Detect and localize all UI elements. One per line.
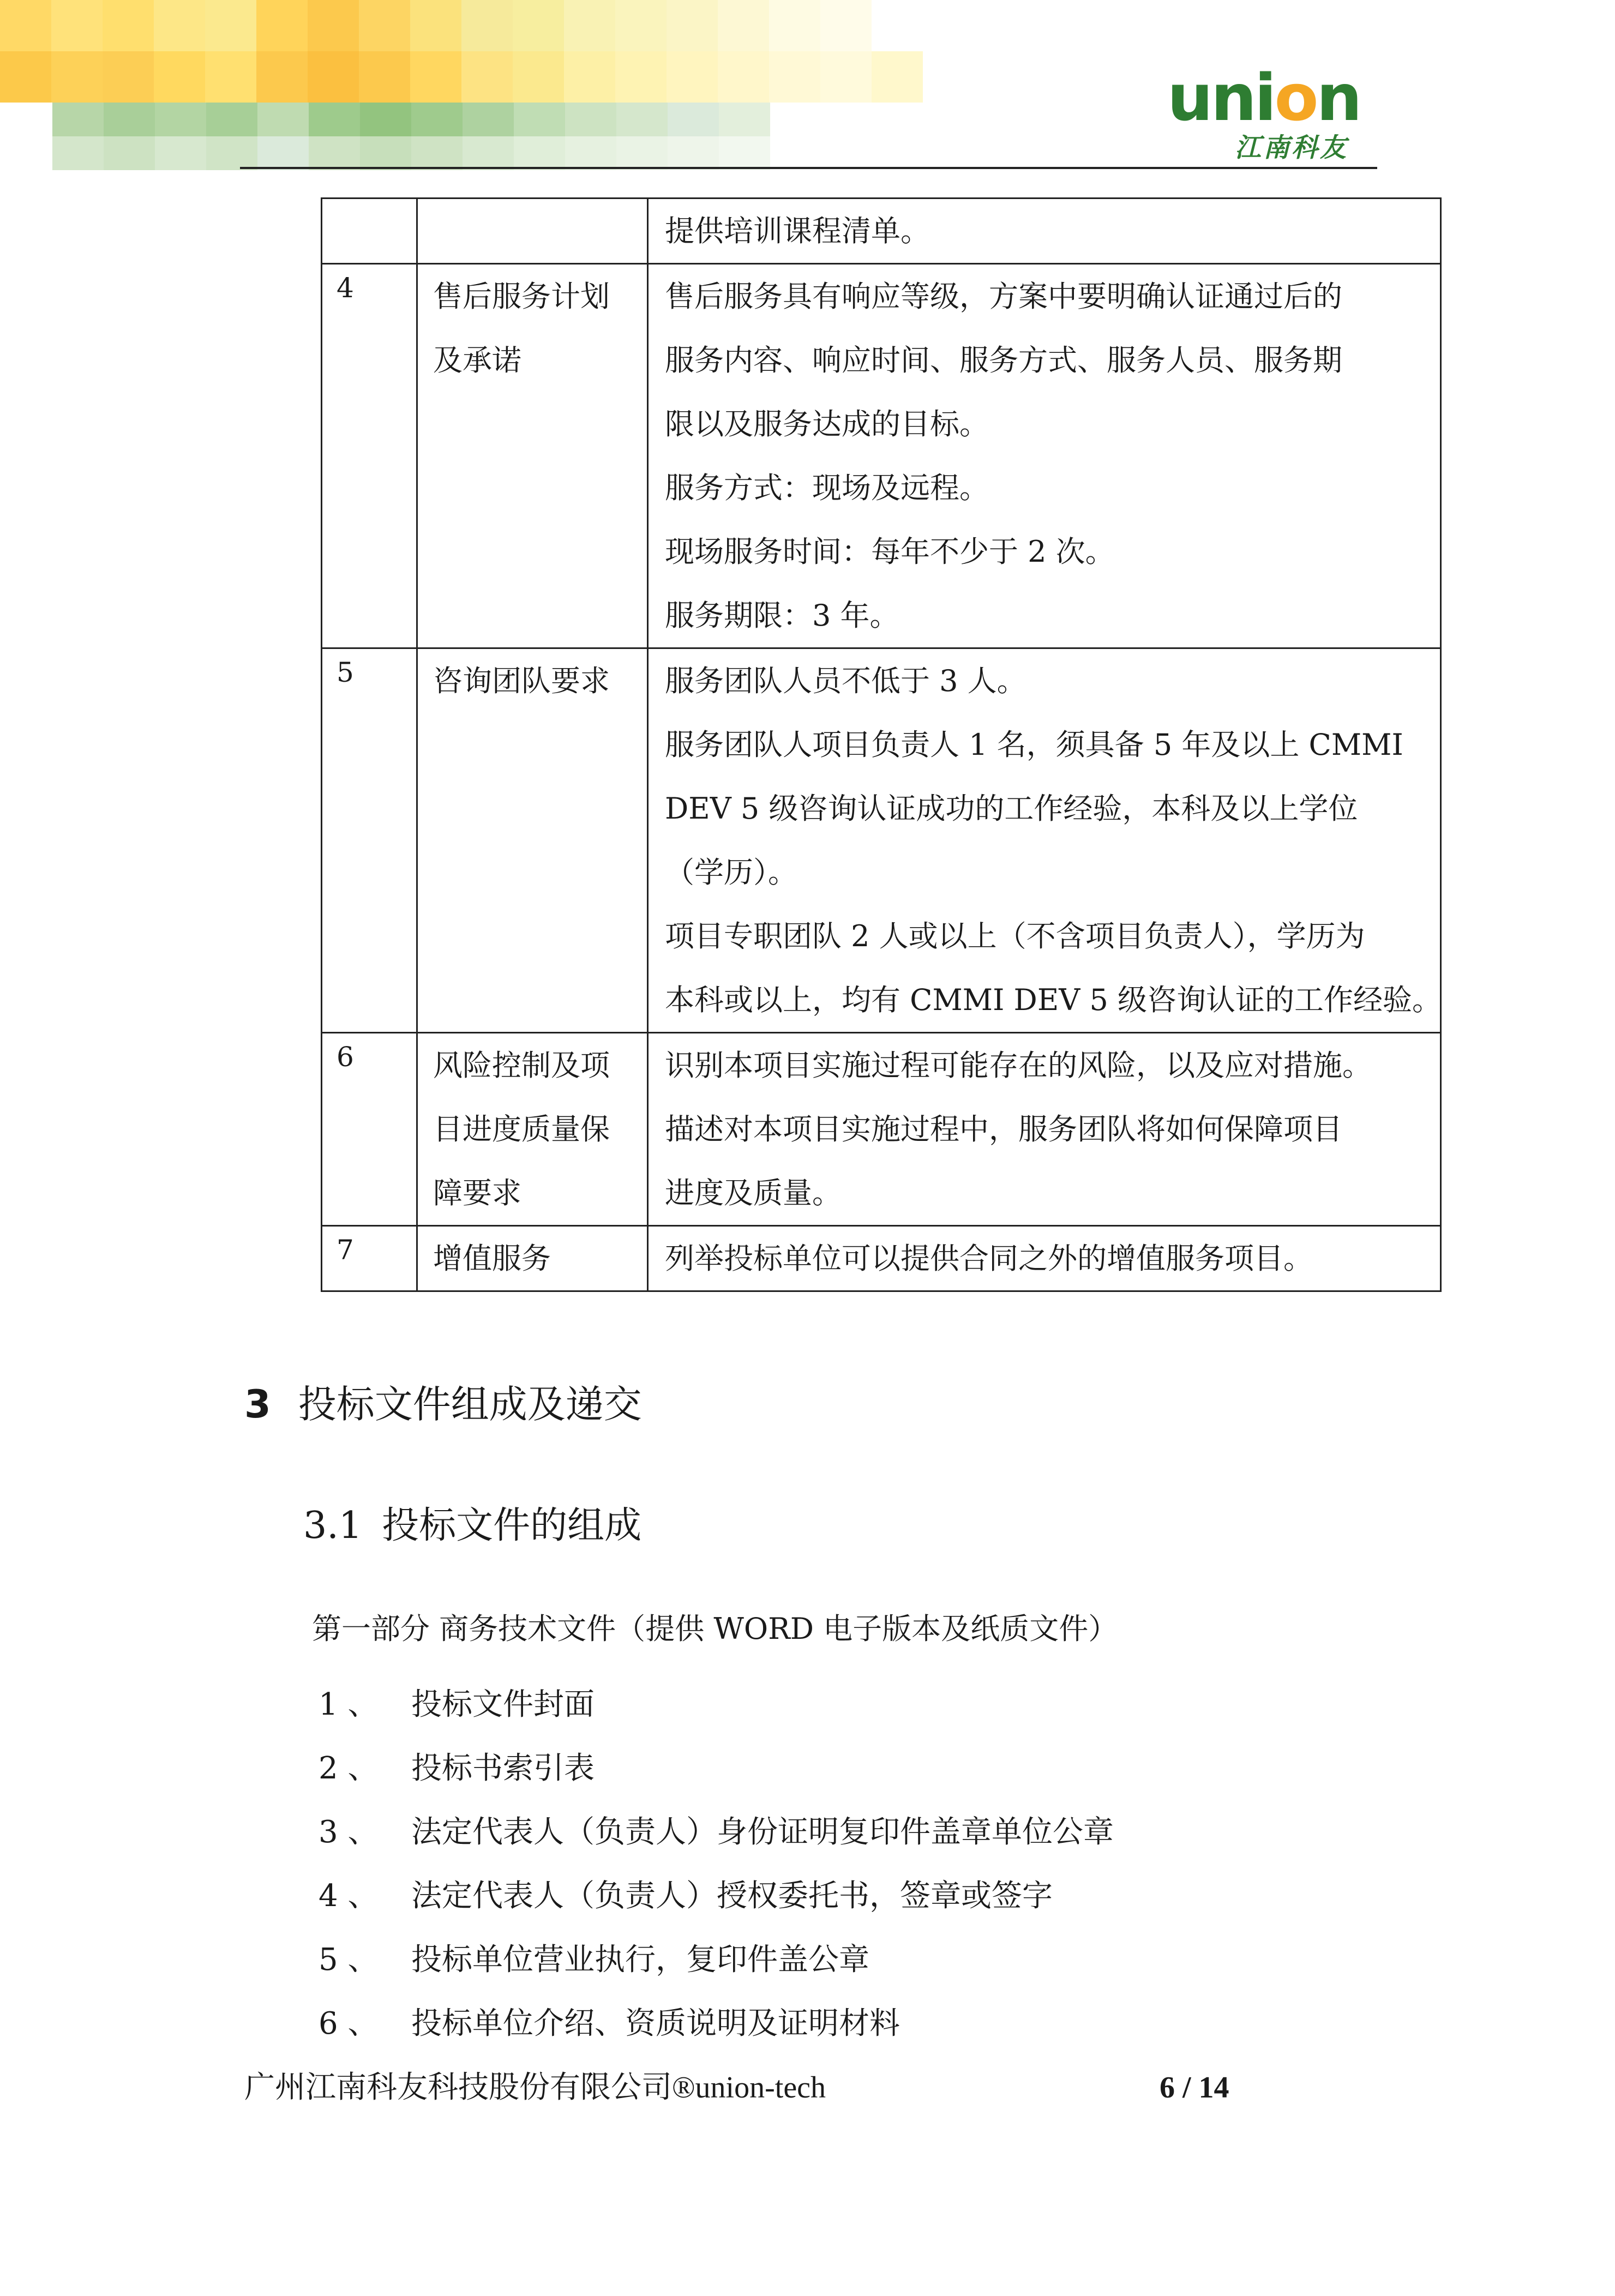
- list-item: [319, 1752, 1114, 1816]
- mosaic-tile: [51, 0, 103, 51]
- description-text-line: 提供培训课程清单。: [665, 214, 930, 248]
- subsection-number: 3.1: [303, 1504, 363, 1547]
- mosaic-tile: [360, 136, 411, 170]
- mosaic-tile: [565, 103, 616, 136]
- list-item-text: 法定代表人（负责人）授权委托书，签章或签字: [411, 1878, 1053, 1914]
- mosaic-tile: [872, 51, 923, 103]
- mosaic-tile: [615, 0, 667, 51]
- mosaic-tile: [52, 103, 104, 136]
- mosaic-tile: [359, 0, 410, 51]
- description-text-line: 本科或以上，均有 CMMI DEV 5 级咨询认证的工作经验。: [665, 983, 1442, 1017]
- mosaic-tile: [257, 136, 309, 170]
- table-row: [322, 1033, 1441, 1226]
- mosaic-tile: [104, 103, 155, 136]
- mosaic-tile: [206, 136, 257, 170]
- mosaic-tile: [668, 136, 719, 170]
- header-divider: [240, 167, 1377, 169]
- list-item: [319, 1816, 1114, 1880]
- mosaic-tile: [719, 136, 770, 170]
- page-number: 6 / 14: [1160, 2071, 1229, 2105]
- mosaic-tile: [461, 51, 513, 103]
- description-text-line: 识别本项目实施过程可能存在的风险，以及应对措施。: [665, 1048, 1372, 1083]
- description-text-line: DEV 5 级咨询认证成功的工作经验，本科及以上学位: [665, 791, 1358, 826]
- mosaic-tile: [206, 103, 257, 136]
- mosaic-tile: [615, 51, 667, 103]
- requirement-item-cell: [417, 1033, 648, 1226]
- description-text-line: （学历）。: [665, 855, 797, 889]
- mosaic-tile: [616, 103, 668, 136]
- mosaic-tile: [463, 103, 514, 136]
- mosaic-tile: [616, 136, 668, 170]
- mosaic-tile: [719, 103, 770, 136]
- mosaic-tile: [564, 51, 615, 103]
- mosaic-tile: [0, 51, 51, 103]
- section-number: 3: [244, 1382, 271, 1427]
- requirement-item-cell: [417, 1226, 648, 1291]
- row-number-cell: 7: [322, 1226, 417, 1291]
- item-text-line: 目进度质量保: [433, 1112, 610, 1146]
- requirement-item-cell: [417, 199, 648, 264]
- mosaic-tile: [564, 0, 615, 51]
- mosaic-tile: [411, 136, 463, 170]
- mosaic-tile: [769, 0, 820, 51]
- description-text-line: 描述对本项目实施过程中，服务团队将如何保障项目: [665, 1112, 1342, 1146]
- mosaic-tile: [205, 51, 256, 103]
- requirement-item-cell: [417, 264, 648, 648]
- requirement-description-cell: [648, 264, 1441, 648]
- list-item-index: 5 、: [319, 1942, 379, 1978]
- mosaic-tile: [410, 51, 461, 103]
- list-item: [319, 2008, 1114, 2071]
- description-text-line: 服务期限：3 年。: [665, 598, 899, 633]
- row-number-cell: 6: [322, 1033, 417, 1226]
- mosaic-tile: [820, 0, 872, 51]
- item-text-line: 售后服务计划: [433, 279, 610, 314]
- document-composition-list: [319, 1688, 1114, 2071]
- list-item-text: 法定代表人（负责人）身份证明复印件盖章单位公章: [411, 1814, 1114, 1850]
- mosaic-tile: [667, 51, 718, 103]
- mosaic-tile: [513, 0, 564, 51]
- list-item-index: 2 、: [319, 1751, 379, 1786]
- mosaic-tile: [256, 51, 308, 103]
- table-row: [322, 199, 1441, 264]
- description-text-line: 服务方式：现场及远程。: [665, 471, 989, 505]
- mosaic-tile: [309, 136, 360, 170]
- requirement-description-cell: [648, 1033, 1441, 1226]
- list-item-index: 6 、: [319, 2006, 379, 2041]
- table-row: [322, 648, 1441, 1033]
- section-3-1-heading: [303, 1504, 642, 1547]
- item-text-line: 咨询团队要求: [433, 664, 610, 698]
- description-text-line: 现场服务时间：每年不少于 2 次。: [665, 534, 1115, 569]
- item-text-line: 增值服务: [433, 1241, 551, 1276]
- requirement-description-cell: [648, 648, 1441, 1033]
- row-number-cell: 4: [322, 264, 417, 648]
- subsection-title: 投标文件的组成: [382, 1504, 642, 1547]
- company-logo: [1167, 60, 1396, 164]
- mosaic-tile: [205, 0, 256, 51]
- mosaic-tile: [718, 51, 769, 103]
- item-text-line: 风险控制及项: [433, 1048, 610, 1083]
- mosaic-tile: [565, 136, 616, 170]
- list-item-text: 投标文件封面: [411, 1687, 595, 1722]
- mosaic-tile: [514, 136, 565, 170]
- header-mosaic-banner: [0, 0, 982, 175]
- part-one-line: 第一部分 商务技术文件（提供 WORD 电子版本及纸质文件）: [312, 1612, 1118, 1646]
- mosaic-tile: [513, 51, 564, 103]
- mosaic-tile: [514, 103, 565, 136]
- list-item: [319, 1880, 1114, 1944]
- description-text-line: 列举投标单位可以提供合同之外的增值服务项目。: [665, 1241, 1313, 1276]
- logo-subtitle: 江南科友: [1235, 133, 1349, 163]
- section-title: 投标文件组成及递交: [298, 1382, 642, 1427]
- footer-company-name: 广州江南科友科技股份有限公司®union-tech: [244, 2071, 826, 2105]
- mosaic-tile: [410, 0, 461, 51]
- mosaic-tile: [155, 103, 206, 136]
- item-text-line: 障要求: [433, 1176, 521, 1210]
- mosaic-tile: [308, 0, 359, 51]
- description-text-line: 服务团队人员不低于 3 人。: [665, 664, 1026, 698]
- mosaic-tile: [359, 51, 410, 103]
- mosaic-tile: [51, 51, 103, 103]
- mosaic-tile: [52, 136, 104, 170]
- table-row: [322, 264, 1441, 648]
- mosaic-tile: [257, 103, 309, 136]
- requirement-description-cell: [648, 199, 1441, 264]
- section-3-heading: [244, 1382, 642, 1427]
- mosaic-tile: [256, 0, 308, 51]
- mosaic-tile: [103, 51, 154, 103]
- mosaic-tile: [667, 0, 718, 51]
- table-row: [322, 1226, 1441, 1291]
- mosaic-tile: [308, 51, 359, 103]
- mosaic-tile: [154, 0, 205, 51]
- description-text-line: 限以及服务达成的目标。: [665, 407, 989, 441]
- list-item-text: 投标单位介绍、资质说明及证明材料: [411, 2006, 900, 2041]
- requirements-table: [321, 197, 1442, 1292]
- requirement-item-cell: [417, 648, 648, 1033]
- requirement-description-cell: [648, 1226, 1441, 1291]
- mosaic-tile: [461, 0, 513, 51]
- logo-wordmark: union: [1167, 60, 1360, 135]
- mosaic-tile: [0, 0, 51, 51]
- mosaic-tile: [360, 103, 411, 136]
- mosaic-tile: [411, 103, 463, 136]
- list-item-index: 4 、: [319, 1878, 379, 1914]
- mosaic-tile: [718, 0, 769, 51]
- list-item-text: 投标单位营业执行，复印件盖公章: [411, 1942, 869, 1978]
- mosaic-tile: [820, 51, 872, 103]
- list-item-text: 投标书索引表: [411, 1751, 595, 1786]
- item-text-line: 及承诺: [433, 343, 521, 377]
- description-text-line: 服务内容、响应时间、服务方式、服务人员、服务期: [665, 343, 1342, 377]
- list-item: [319, 1688, 1114, 1752]
- mosaic-tile: [154, 51, 205, 103]
- mosaic-tile: [104, 136, 155, 170]
- row-number-cell: [322, 199, 417, 264]
- list-item-index: 3 、: [319, 1814, 379, 1850]
- row-number-cell: 5: [322, 648, 417, 1033]
- description-text-line: 进度及质量。: [665, 1176, 842, 1210]
- description-text-line: 项目专职团队 2 人或以上（不含项目负责人），学历为: [665, 919, 1365, 953]
- mosaic-tile: [155, 136, 206, 170]
- mosaic-tile: [309, 103, 360, 136]
- description-text-line: 售后服务具有响应等级，方案中要明确认证通过后的: [665, 279, 1342, 314]
- mosaic-tile: [463, 136, 514, 170]
- mosaic-tile: [668, 103, 719, 136]
- mosaic-tile: [769, 51, 820, 103]
- list-item: [319, 1944, 1114, 2008]
- mosaic-tile: [103, 0, 154, 51]
- description-text-line: 服务团队人项目负责人 1 名，须具备 5 年及以上 CMMI: [665, 728, 1403, 762]
- list-item-index: 1 、: [319, 1687, 379, 1722]
